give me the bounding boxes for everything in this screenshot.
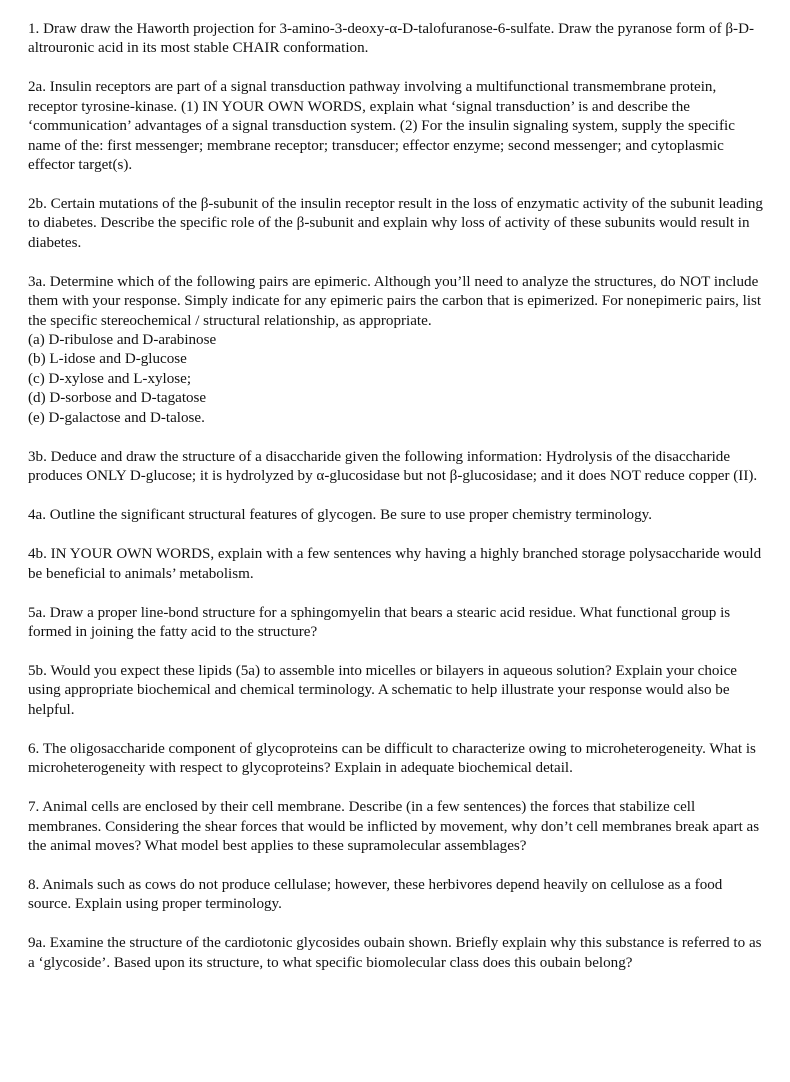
question-3a <box>28 273 768 428</box>
question-text: 1. Draw draw the Haworth projection for 3-amino-3-deoxy-α-D-talofuranose-6-sulfate. Draw the pyranose form of β-D-altrouronic acid in its most stable CHAIR conformation. <box>28 21 754 57</box>
question-8 <box>28 876 768 915</box>
question-text: 2a. Insulin receptors are part of a signal transduction pathway involving a multifunctional transmembrane protein, receptor tyrosine-kinase. (1) IN YOUR OWN WORDS, explain what ‘signal transduction’ is and describe the ‘communication’ advantages of a signal transduction system. (2) For the insulin signaling system, supply the specific name of the: first messenger; membrane receptor; transducer; effector enzyme; second messenger; and cytoplasmic effector target(s). <box>28 79 735 174</box>
question-3b <box>28 448 768 487</box>
question-7 <box>28 798 768 856</box>
epimer-pair-list <box>28 331 768 428</box>
question-2a <box>28 78 768 175</box>
epimer-pair-option: (d) D-sorbose and D-tagatose <box>28 390 207 407</box>
epimer-pair-option: (c) D-xylose and L-xylose; <box>28 370 192 387</box>
question-2b <box>28 195 768 253</box>
question-9a <box>28 934 768 973</box>
question-5b <box>28 662 768 720</box>
question-text: 5a. Draw a proper line-bond structure for a sphingomyelin that bears a stearic acid residue. What functional group is formed in joining the fatty acid to the structure? <box>28 604 731 640</box>
question-text: 4a. Outline the significant structural features of glycogen. Be sure to use proper chemistry terminology. <box>28 507 652 524</box>
question-6 <box>28 740 768 779</box>
question-text: 7. Animal cells are enclosed by their cell membrane. Describe (in a few sentences) the forces that stabilize cell membranes. Considering the shear forces that would be inflicted by movement, why don’t cell membranes break apart as the animal moves? What model best applies to these supramolecular assemblages? <box>28 799 760 854</box>
epimer-pair-option: (e) D-galactose and D-talose. <box>28 409 205 426</box>
question-1 <box>28 20 768 59</box>
question-text: 6. The oligosaccharide component of glycoproteins can be difficult to characterize owing to microheterogeneity. What is microheterogeneity with respect to glycoproteins? Explain in adequate biochemical detail. <box>28 740 756 777</box>
question-text: 3b. Deduce and draw the structure of a disaccharide given the following information: Hydrolysis of the disaccharide produces ONLY D-glucose; it is hydrolyzed by α-glucosidase but not β-glucosidase; and it does NOT reduce copper (II). <box>28 448 758 485</box>
question-text: 5b. Would you expect these lipids (5a) to assemble into micelles or bilayers in aqueous solution? Explain your choice using appropriate biochemical and chemical terminology. A schematic to help illustrate your response would also be helpful. <box>28 662 738 718</box>
question-4a <box>28 506 768 525</box>
question-text: 8. Animals such as cows do not produce cellulase; however, these herbivores depend heavily on cellulose as a food source. Explain using proper terminology. <box>28 876 723 913</box>
question-4b <box>28 545 768 584</box>
question-text: 3a. Determine which of the following pairs are epimeric. Although you’ll need to analyze the structures, do NOT include them with your response. Simply indicate for any epimeric pairs the carbon that is epimerized. For nonepimeric pairs, list the specific stereochemical / structural relationship, as appropriate. <box>28 273 762 329</box>
question-text: 9a. Examine the structure of the cardiotonic glycosides oubain shown. Briefly explain why this substance is referred to as a ‘glycoside’. Based upon its structure, to what specific biomolecular class does this oubain belong? <box>28 935 762 971</box>
question-text: 4b. IN YOUR OWN WORDS, explain with a few sentences why having a highly branched storage polysaccharide would be beneficial to animals’ metabolism. <box>28 546 762 582</box>
epimer-pair-option: (b) L-idose and D-glucose <box>28 351 187 368</box>
question-text: 2b. Certain mutations of the β-subunit of the insulin receptor result in the loss of enzymatic activity of the subunit leading to diabetes. Describe the specific role of the β-subunit and explain why loss of activity of these subunits would result in diabetes. <box>28 196 763 251</box>
question-5a <box>28 604 768 643</box>
epimer-pair-option: (a) D-ribulose and D-arabinose <box>28 332 217 349</box>
question-document <box>28 20 768 993</box>
